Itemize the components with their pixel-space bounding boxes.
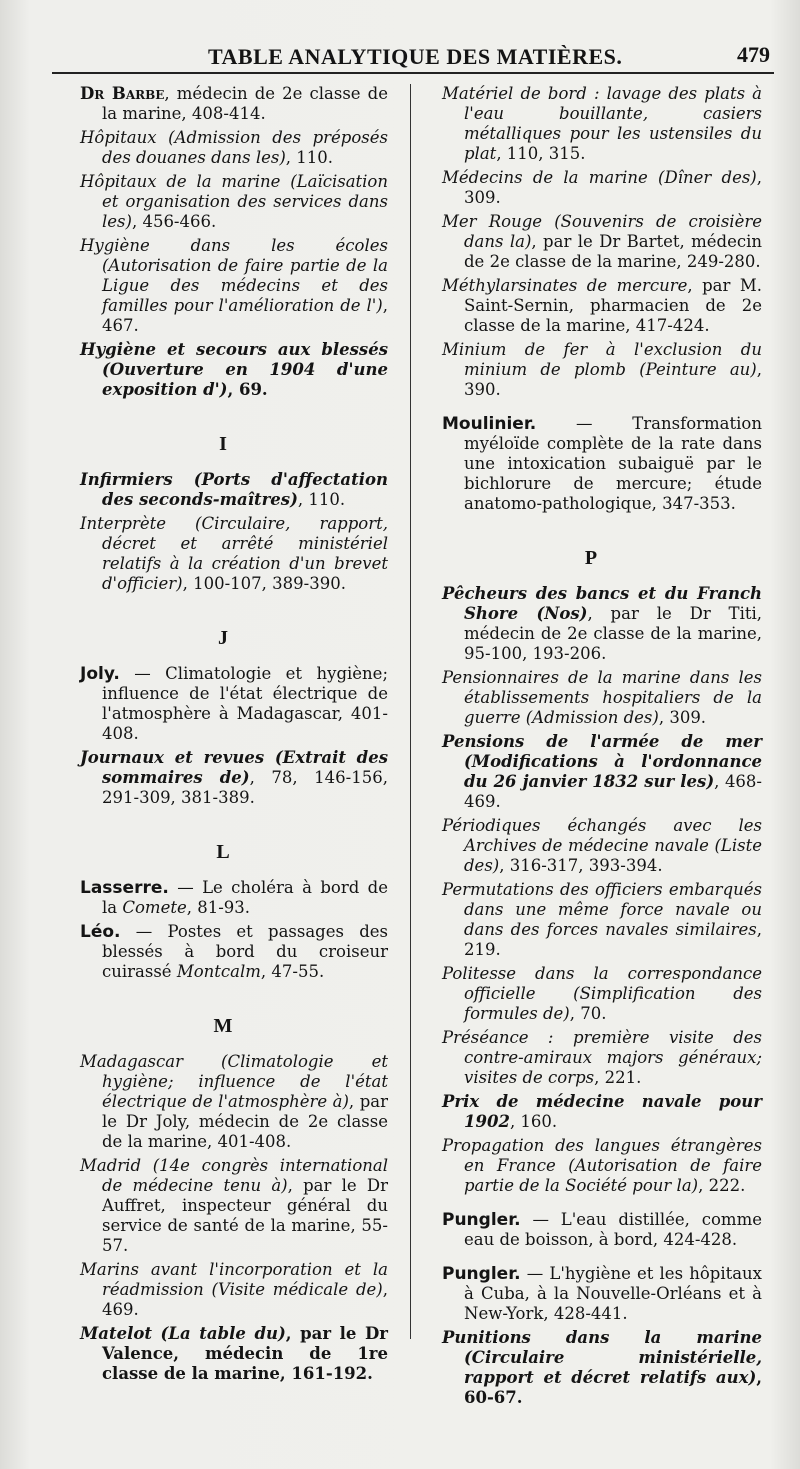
index-entry-madrid: Madrid (14e congrès international de médecine tenu à), par le Dr Auffret, inspecteur général du service de santé de la marine, 55-57. bbox=[80, 1156, 388, 1255]
index-entry-punitions: Punitions dans la marine (Circulaire ministérielle, rapport et décret relatifs aux), 60-67. bbox=[442, 1328, 762, 1407]
index-entry-propagation: Propagation des langues étrangères en France (Autorisation de faire partie de la Société pour la), 222. bbox=[442, 1136, 762, 1195]
index-entry-leo: Léo. — Postes et passages des blessés à bord du croiseur cuirassé Montcalm, 47-55. bbox=[80, 922, 388, 981]
section-letter-i: I bbox=[219, 433, 227, 455]
section-letter-m: M bbox=[213, 1015, 233, 1037]
index-entry-politesse: Politesse dans la correspondance officielle (Simplification des formules de), 70. bbox=[442, 964, 762, 1023]
index-entry-methylarsinates: Méthylarsinates de mercure, par M. Saint-Sernin, pharmacien de 2e classe de la marine, 417-424. bbox=[442, 276, 762, 335]
index-entry-hygiene-ecoles: Hygiène dans les écoles (Autorisation de faire partie de la Ligue des médecins et des familles pour l'amélioration de l'), 467. bbox=[80, 236, 388, 335]
index-entry-preseance: Préséance : première visite des contre-amiraux majors généraux; visites de corps, 221. bbox=[442, 1028, 762, 1087]
index-entry-madagascar: Madagascar (Climatologie et hygiène; influence de l'état électrique de l'atmosphère à), par le Dr Joly, médecin de 2e classe de la marine, 401-408. bbox=[80, 1052, 388, 1151]
page-header bbox=[40, 38, 770, 72]
index-entry-lasserre: Lasserre. — Le choléra à bord de la Comete, 81-93. bbox=[80, 878, 388, 917]
index-entry-materiel: Matériel de bord : lavage des plats à l'eau bouillante, casiers métalliques pour les ustensiles du plat, 110, 315. bbox=[442, 84, 762, 163]
index-entry-interprete: Interprète (Circulaire, rapport, décret et arrêté ministériel relatifs à la création d'un brevet d'officier), 100-107, 389-390. bbox=[80, 514, 388, 593]
index-entry-medecins: Médecins de la marine (Dîner des), 309. bbox=[442, 168, 762, 207]
index-entry-pensions: Pensions de l'armée de mer (Modifications à l'ordonnance du 26 janvier 1832 sur les), 468-469. bbox=[442, 732, 763, 811]
index-entry-moulinier: Moulinier. — Transformation myéloïde complète de la rate dans une intoxication subaiguë par le bichlorure de mercure; étude anatomo-pathologique, 347-353. bbox=[442, 414, 762, 513]
index-entry-marins: Marins avant l'incorporation et la réadmission (Visite médicale de), 469. bbox=[80, 1260, 388, 1319]
index-entry-hopitaux-marine: Hôpitaux de la marine (Laïcisation et organisation des services dans les), 456-466. bbox=[80, 172, 388, 231]
index-entry-minium: Minium de fer à l'exclusion du minium de plomb (Peinture au), 390. bbox=[442, 340, 762, 399]
index-entry-pecheurs: Pêcheurs des bancs et du Franch Shore (Nos), par le Dr Titi, médecin de 2e classe de la marine, 95-100, 193-206. bbox=[442, 584, 762, 663]
index-entry-pungler-hygiene: Pungler. — L'hygiène et les hôpitaux à Cuba, à la Nouvelle-Orléans et à New-York, 428-441. bbox=[442, 1264, 762, 1323]
section-letter-p: P bbox=[584, 547, 598, 569]
header-rule bbox=[52, 72, 774, 74]
left-column bbox=[58, 84, 388, 1388]
index-entry-pensionnaires: Pensionnaires de la marine dans les établissements hospitaliers de la guerre (Admission des), 309. bbox=[442, 668, 762, 727]
index-entry-matelot: Matelot (La table du), par le Dr Valence, médecin de 1re classe de la marine, 161-192. bbox=[80, 1324, 388, 1383]
index-entry-barbe: Dr Barbe, médecin de 2e classe de la marine, 408-414. bbox=[80, 84, 388, 123]
index-entry-joly: Joly. — Climatologie et hygiène; influence de l'état électrique de l'atmosphère à Madagascar, 401-408. bbox=[80, 664, 388, 743]
index-entry-periodiques: Périodiques échangés avec les Archives de médecine navale (Liste des), 316-317, 393-394. bbox=[442, 816, 762, 875]
index-entry-permutations: Permutations des officiers embarqués dans une même force navale ou dans des forces navales similaires, 219. bbox=[442, 880, 762, 959]
section-letter-j: J bbox=[218, 627, 228, 649]
index-entry-prix: Prix de médecine navale pour 1902, 160. bbox=[442, 1092, 762, 1131]
column-divider bbox=[410, 84, 411, 1339]
section-letter-l: L bbox=[216, 841, 230, 863]
right-column bbox=[420, 84, 762, 1412]
index-entry-mer-rouge: Mer Rouge (Souvenirs de croisière dans la), par le Dr Bartet, médecin de 2e classe de la marine, 249-280. bbox=[442, 212, 762, 271]
running-title: TABLE ANALYTIQUE DES MATIÈRES. bbox=[208, 44, 623, 69]
index-entry-pungler-eau: Pungler. — L'eau distillée, comme eau de boisson, à bord, 424-428. bbox=[442, 1210, 762, 1249]
page-number: 479 bbox=[737, 42, 770, 67]
index-entry-journaux: Journaux et revues (Extrait des sommaires de), 78, 146-156, 291-309, 381-389. bbox=[80, 748, 388, 807]
index-entry-infirmiers: Infirmiers (Ports d'affectation des seconds-maîtres), 110. bbox=[80, 470, 388, 509]
index-entry-hygiene-secours: Hygiène et secours aux blessés (Ouverture en 1904 d'une exposition d'), 69. bbox=[80, 340, 388, 399]
index-entry-hopitaux: Hôpitaux (Admission des préposés des douanes dans les), 110. bbox=[80, 128, 388, 167]
